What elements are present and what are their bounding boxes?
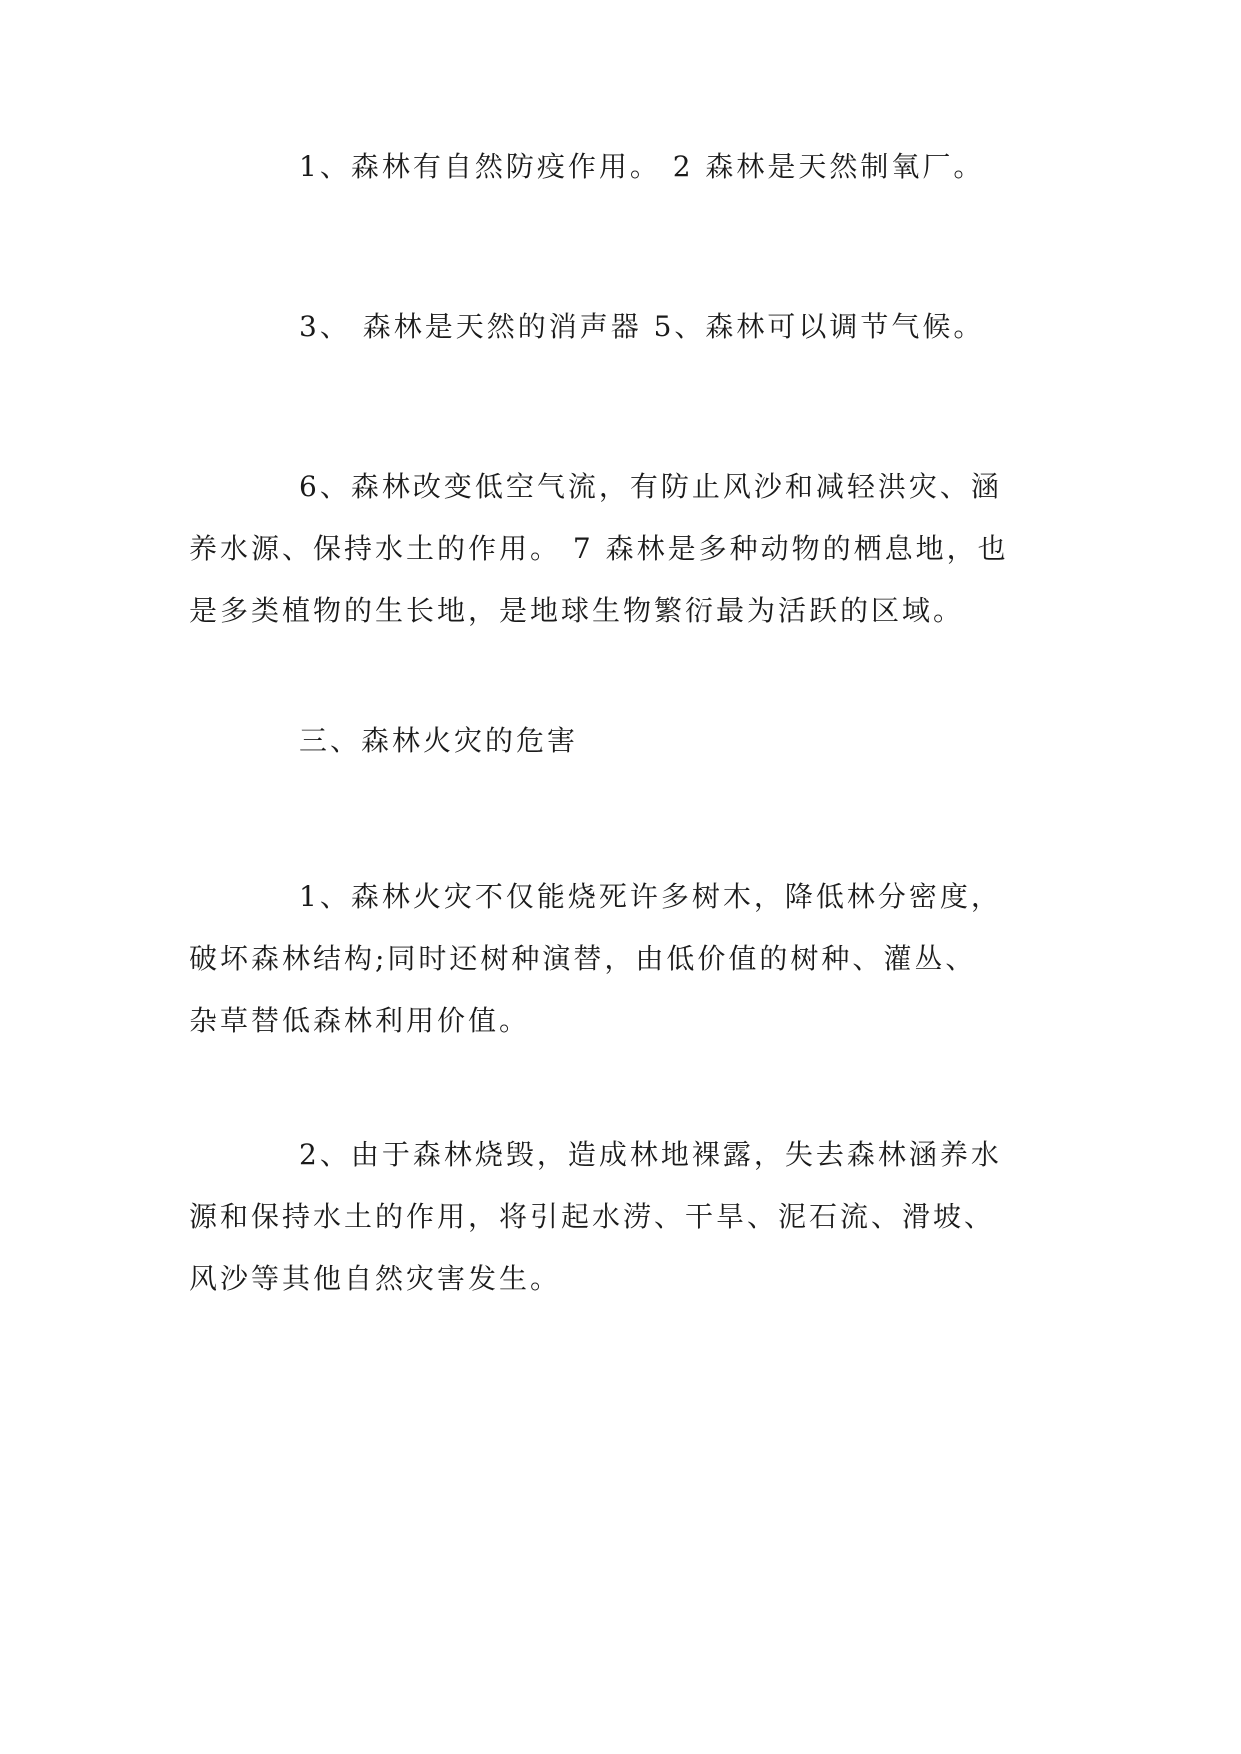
paragraph-line: 源和保持水土的作用，将引起水涝、干旱、泥石流、滑坡、	[189, 1200, 996, 1233]
paragraph-3	[189, 456, 1059, 642]
paragraph-line: 是多类植物的生长地，是地球生物繁衍最为活跃的区域。	[189, 594, 965, 627]
paragraph-line: 破坏森林结构;同时还树种演替，由低价值的树种、灌丛、	[189, 942, 977, 975]
paragraph-line: 1、森林火灾不仅能烧死许多树木，降低林分密度，	[299, 880, 1002, 913]
paragraph-line: 风沙等其他自然灾害发生。	[189, 1262, 562, 1295]
section-heading-text: 三、森林火灾的危害	[299, 724, 579, 757]
paragraph-line: 杂草替低森林利用价值。	[189, 1004, 531, 1037]
paragraph-line: 1、森林有自然防疫作用。 2 森林是天然制氧厂。	[299, 150, 985, 183]
paragraph-2	[189, 296, 1059, 358]
paragraph-line: 3、 森林是天然的消声器 5、森林可以调节气候。	[299, 310, 985, 343]
paragraph-6	[189, 1124, 1059, 1310]
paragraph-1	[189, 136, 1059, 198]
paragraph-line: 6、森林改变低空气流，有防止风沙和减轻洪灾、涵	[299, 470, 1002, 503]
paragraph-line: 2、由于森林烧毁，造成林地裸露，失去森林涵养水	[299, 1138, 1002, 1171]
section-heading	[189, 710, 1059, 772]
paragraph-5	[189, 866, 1059, 1052]
paragraph-line: 养水源、保持水土的作用。 7 森林是多种动物的栖息地，也	[189, 532, 1009, 565]
